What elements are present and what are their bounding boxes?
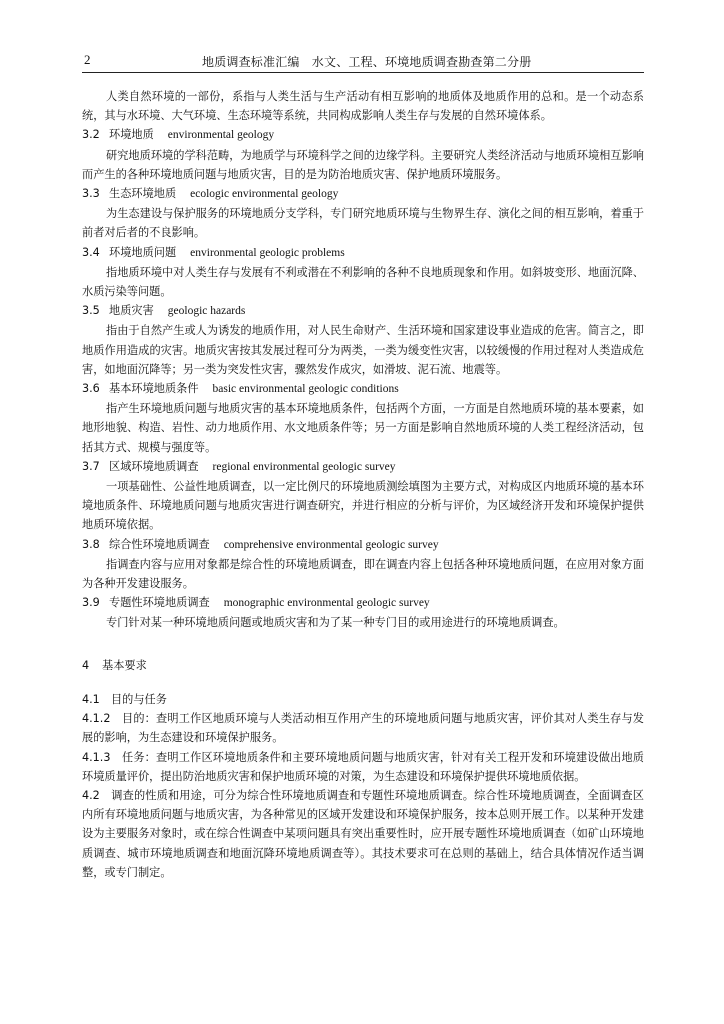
term-3-7 bbox=[82, 457, 644, 535]
term-definition: 一项基础性、公益性地质调查，以一定比例尺的环境地质测绘填图为主要方式，对构成区内地质环境的基本环境地质条件、环境地质问题与地质灾害进行调查研究，并进行相应的分析与评价，为区域经济开发和环境保护提供地质环境依据。 bbox=[82, 480, 644, 532]
term-number: 3.8 bbox=[82, 537, 100, 551]
term-3-4 bbox=[82, 243, 644, 302]
clause-4-2: 4.2 调查的性质和用途，可分为综合性环境地质调查和专题性环境地质调查。综合性环境地质调查，全面调查区内所有环境地质问题与地质灾害，为各种常见的区域开发建设和环境保护服务，按本总则开展工作。以某种开发建设为主要服务对象时，或在综合性调查中某项问题具有突出重要性时，应开展专题性环境地质调查（如矿山环境地质调查、城市环境地质调查和地面沉降环境地质调查等）。其技术要求可在总则的基础上，结合具体情况作适当调整，或专门制定。 bbox=[82, 788, 644, 879]
term-definition: 研究地质环境的学科范畴，为地质学与环境科学之间的边缘学科。主要研究人类经济活动与地质环境相互影响而产生的各种环境地质问题与地质灾害，目的是为防治地质灾害、保护地质环境服务。 bbox=[82, 148, 644, 181]
term-number: 3.6 bbox=[82, 382, 100, 396]
term-definition: 专门针对某一种环境地质问题或地质灾害和为了某一种专门目的或用途进行的环境地质调查。 bbox=[106, 616, 565, 630]
term-heading bbox=[82, 593, 644, 613]
page-body bbox=[82, 87, 644, 882]
term-3-6 bbox=[82, 379, 644, 457]
term-name-zh: 基本环境地质条件 bbox=[109, 382, 199, 396]
term-number: 3.4 bbox=[82, 245, 100, 259]
term-name-zh: 环境地质 bbox=[109, 128, 154, 142]
term-heading bbox=[82, 301, 644, 321]
term-3-5 bbox=[82, 301, 644, 379]
term-heading bbox=[82, 457, 644, 477]
term-name-zh: 生态环境地质 bbox=[109, 187, 177, 201]
term-3-9 bbox=[82, 593, 644, 632]
term-heading bbox=[82, 184, 644, 204]
term-name-zh: 综合性环境地质调查 bbox=[109, 537, 210, 551]
intro-paragraph: 人类自然环境的一部份，系指与人类生活与生产活动有相互影响的地质体及地质作用的总和。是一个动态系统，其与水环境、大气环境、生态环境等系统，共同构成影响人类生存与发展的自然环境体系。 bbox=[82, 90, 644, 123]
term-name-en: ecologic environmental geology bbox=[190, 188, 339, 201]
term-name-zh: 环境地质问题 bbox=[109, 245, 177, 259]
term-name-en: monographic environmental geologic survey bbox=[223, 597, 430, 610]
term-definition: 指地质环境中对人类生存与发展有不利或潜在不利影响的各种不良地质现象和作用。如斜坡变形、地面沉降、水质污染等问题。 bbox=[82, 265, 644, 299]
term-definition: 指由于自然产生或人为诱发的地质作用，对人民生命财产、生活环境和国家建设事业造成的危害。简言之，即地质作用造成的灾害。地质灾害按其发展过程可分为两类，一类为缓变性灾害，以较缓慢的作用过程对人类造成危害，如地面沉降等；另一类为突发性灾害，骤然发作成灾，如滑坡、泥石流、地震等。 bbox=[82, 324, 644, 376]
term-definition: 指产生环境地质问题与地质灾害的基本环境地质条件，包括两个方面，一方面是自然地质环境的基本要素，如地形地貌、构造、岩性、动力地质作用、水文地质条件等；另一方面是影响自然地质环境的人类工程经济活动，包括其方式、规模与强度等。 bbox=[82, 402, 644, 454]
section-4-heading bbox=[82, 656, 644, 675]
term-3-3 bbox=[82, 184, 644, 243]
running-header bbox=[82, 50, 644, 73]
clause-4-1-2: 4.1.2 目的：查明工作区地质环境与人类活动相互作用产生的环境地质问题与地质灾害，评价其对人类生存与发展的影响，为生态建设和环境保护服务。 bbox=[82, 712, 644, 745]
term-heading bbox=[82, 125, 644, 145]
term-name-zh: 专题性环境地质调查 bbox=[109, 596, 210, 610]
term-number: 3.2 bbox=[82, 128, 100, 142]
term-name-en: comprehensive environmental geologic survey bbox=[223, 538, 439, 551]
term-name-en: environmental geology bbox=[167, 129, 275, 142]
clause-4-1-3: 4.1.3 任务：查明工作区环境地质条件和主要环境地质问题与地质灾害，针对有关工程开发和环境建设做出地质环境质量评价，提出防治地质灾害和保护地质环境的对策，为生态建设和环境保护提供环境地质依据。 bbox=[82, 750, 644, 783]
term-heading bbox=[82, 535, 644, 555]
page-number: 2 bbox=[84, 52, 91, 67]
term-3-2 bbox=[82, 125, 644, 184]
term-name-zh: 地质灾害 bbox=[109, 304, 154, 318]
term-name-en: environmental geologic problems bbox=[190, 246, 345, 259]
term-3-8 bbox=[82, 535, 644, 594]
term-definition: 指调查内容与应用对象都是综合性的环境地质调查，即在调查内容上包括各种环境地质问题，在应用对象方面为各种开发建设服务。 bbox=[82, 557, 644, 591]
section-title: 基本要求 bbox=[102, 658, 147, 672]
section-number: 4 bbox=[82, 658, 90, 672]
term-name-en: regional environmental geologic survey bbox=[212, 460, 396, 473]
term-definition: 为生态建设与保护服务的环境地质分支学科，专门研究地质环境与生物界生存、演化之间的相互影响，着重于前者对后者的不良影响。 bbox=[82, 207, 644, 240]
term-number: 3.3 bbox=[82, 187, 100, 201]
term-heading bbox=[82, 243, 644, 263]
term-heading bbox=[82, 379, 644, 399]
running-title: 地质调查标准汇编 水文、工程、环境地质调查勘查第二分册 bbox=[202, 55, 532, 69]
term-name-en: basic environmental geologic conditions bbox=[212, 383, 399, 396]
subsection-4-1-heading: 4.1 目的与任务 bbox=[82, 692, 167, 706]
term-name-zh: 区域环境地质调查 bbox=[109, 459, 199, 473]
term-number: 3.9 bbox=[82, 596, 100, 610]
term-number: 3.5 bbox=[82, 304, 100, 318]
term-number: 3.7 bbox=[82, 459, 100, 473]
term-name-en: geologic hazards bbox=[167, 305, 246, 318]
